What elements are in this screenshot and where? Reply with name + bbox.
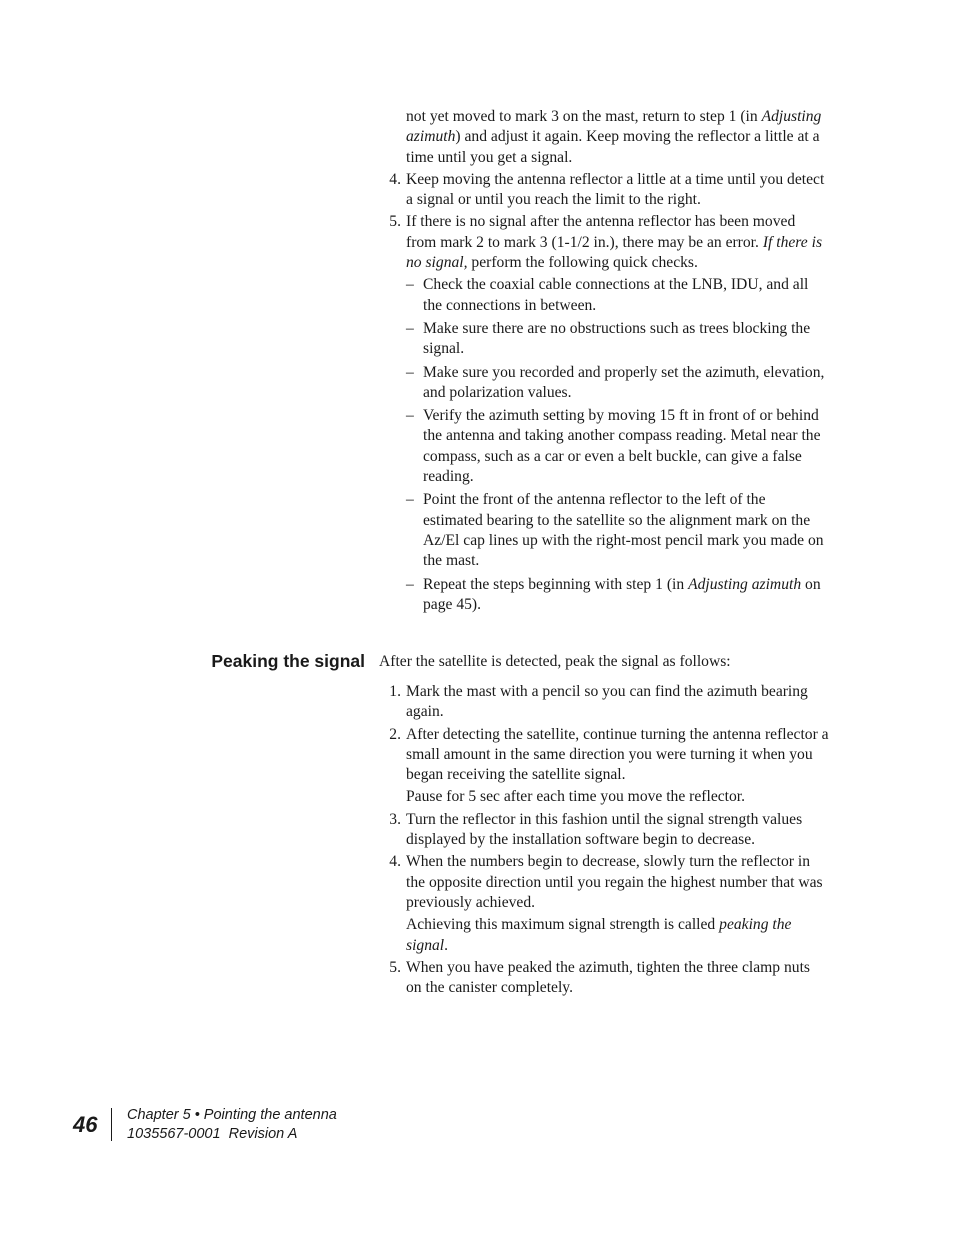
check-item: – Make sure you recorded and properly set the azimuth, elevation, and polarization values. (406, 363, 825, 401)
footer-chapter: Chapter 5 • Pointing the antenna (127, 1107, 337, 1123)
continued-step-4: 4. Keep moving the antenna reflector a little at a time until you detect a signal or until you reach the limit to the right. (389, 170, 825, 209)
peaking-step-3: 3. Turn the reflector in this fashion until the signal strength values displayed by the installation software begin to decrease. (389, 810, 803, 849)
check-item: – Verify the azimuth setting by moving 15 ft in front of or behind the antenna and taking another compass reading. Metal near the compass, such as a car or even a belt buckle, can give a false reading. (406, 407, 821, 486)
footer-info (127, 1106, 337, 1144)
section-intro: After the satellite is detected, peak the signal as follows: (379, 653, 731, 670)
continued-step-3-tail: not yet moved to mark 3 on the mast, return to step 1 (in Adjusting azimuth) and adjust it again. Keep moving the reflector a little at a time until you get a signal. (406, 108, 822, 166)
peaking-step-4: 4. When the numbers begin to decrease, slowly turn the reflector in the opposite direction until you regain the highest number that was previously achieved. Achieving this maximum signal strength is called peaking the signal. (389, 853, 823, 954)
footer-doc-id: 1035567-0001 Revision A (127, 1126, 298, 1142)
section-heading: Peaking the signal (211, 651, 365, 671)
check-item: – Make sure there are no obstructions such as trees blocking the signal. (406, 319, 811, 358)
peaking-step-5: 5. When you have peaked the azimuth, tighten the three clamp nuts on the canister completely. (389, 958, 810, 997)
peaking-step-2: 2. After detecting the satellite, continue turning the antenna reflector a small amount in the same direction you were turning it when you began receiving the satellite signal. Pause for 5 sec after each time you move the reflector. (389, 725, 829, 806)
check-item: – Check the coaxial cable connections at the LNB, IDU, and all the connections in between. (406, 276, 809, 314)
peaking-steps (379, 682, 829, 1000)
footer-divider (111, 1108, 112, 1141)
page-number: 46 (73, 1112, 98, 1137)
continued-step-5: 5. If there is no signal after the antenna reflector has been moved from mark 2 to mark 3 (1-1/2 in.), there may be an error. If there is no signal, perform the following quick checks. (389, 213, 823, 272)
peaking-step-1: 1. Mark the mast with a pencil so you can find the azimuth bearing again. (389, 683, 808, 721)
check-item: – Point the front of the antenna reflector to the left of the estimated bearing to the satellite so the alignment mark on the Az/El cap lines up with the right-most pencil mark you made on the mast. (406, 491, 824, 570)
check-item-repeat: – Repeat the steps beginning with step 1 (in Adjusting azimuth on page 45). (406, 575, 821, 613)
continued-section (379, 107, 829, 618)
